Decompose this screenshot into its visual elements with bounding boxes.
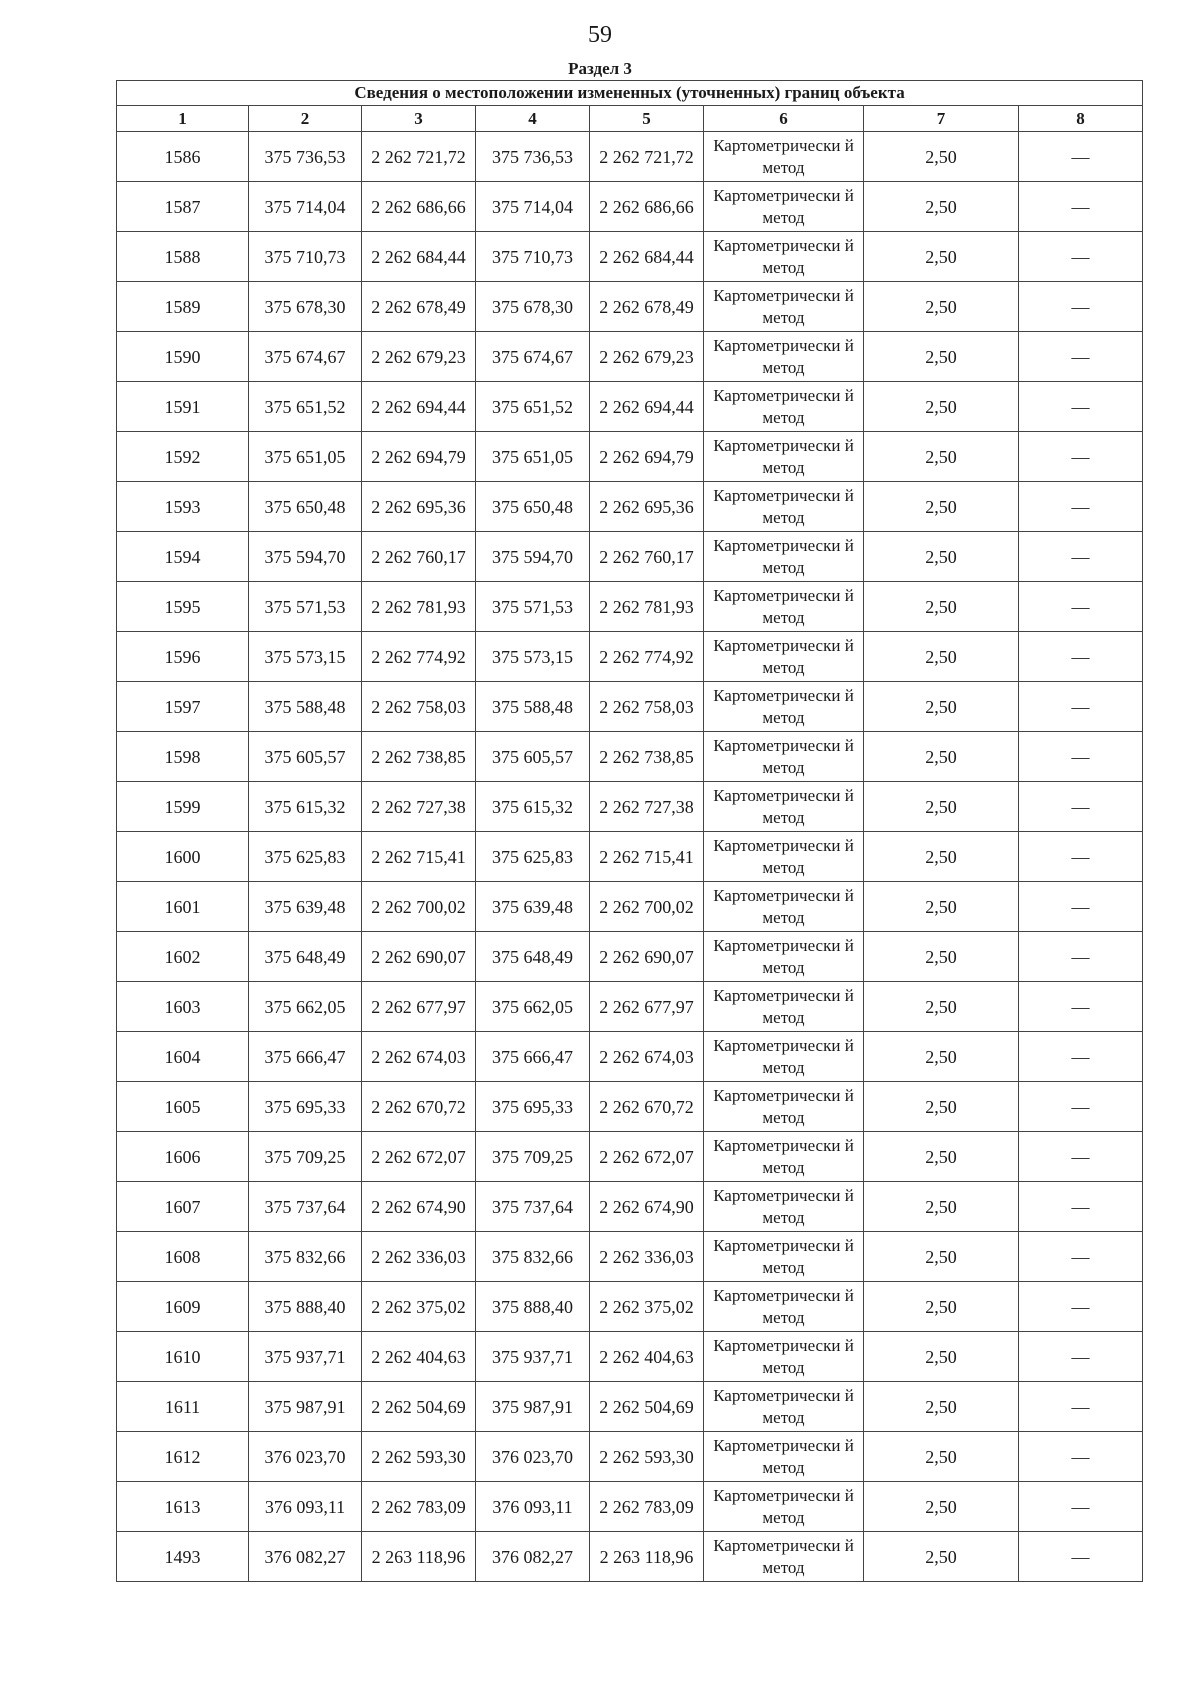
old-y-cell: 2 262 758,03 [362, 682, 476, 732]
method-cell: Картометрически й метод [704, 432, 864, 482]
point-number-cell: 1589 [117, 282, 249, 332]
new-x-cell: 375 678,30 [476, 282, 590, 332]
description-cell: — [1019, 1032, 1143, 1082]
page-number: 59 [588, 22, 612, 48]
precision-cell: 2,50 [864, 432, 1019, 482]
precision-cell: 2,50 [864, 732, 1019, 782]
old-y-cell: 2 262 721,72 [362, 132, 476, 182]
point-number-cell: 1613 [117, 1482, 249, 1532]
new-x-cell: 375 937,71 [476, 1332, 590, 1382]
table-row [117, 332, 1143, 382]
old-y-cell: 2 262 593,30 [362, 1432, 476, 1482]
precision-cell: 2,50 [864, 232, 1019, 282]
description-cell: — [1019, 1082, 1143, 1132]
new-y-cell: 2 262 694,44 [590, 382, 704, 432]
column-number-3: 3 [362, 106, 476, 132]
precision-cell: 2,50 [864, 1382, 1019, 1432]
point-number-cell: 1587 [117, 182, 249, 232]
point-number-cell: 1598 [117, 732, 249, 782]
table-row [117, 132, 1143, 182]
table-row [117, 482, 1143, 532]
new-x-cell: 375 594,70 [476, 532, 590, 582]
old-x-cell: 375 588,48 [249, 682, 362, 732]
description-cell: — [1019, 332, 1143, 382]
method-cell: Картометрически й метод [704, 332, 864, 382]
column-number-8: 8 [1019, 106, 1143, 132]
new-y-cell: 2 262 593,30 [590, 1432, 704, 1482]
table-row [117, 182, 1143, 232]
precision-cell: 2,50 [864, 632, 1019, 682]
old-y-cell: 2 262 674,03 [362, 1032, 476, 1082]
new-y-cell: 2 262 760,17 [590, 532, 704, 582]
point-number-cell: 1599 [117, 782, 249, 832]
description-cell: — [1019, 1482, 1143, 1532]
new-y-cell: 2 262 695,36 [590, 482, 704, 532]
point-number-cell: 1595 [117, 582, 249, 632]
old-y-cell: 2 262 677,97 [362, 982, 476, 1032]
table-row [117, 532, 1143, 582]
table-row [117, 632, 1143, 682]
old-y-cell: 2 262 690,07 [362, 932, 476, 982]
new-x-cell: 375 736,53 [476, 132, 590, 182]
description-cell: — [1019, 1182, 1143, 1232]
column-number-2: 2 [249, 106, 362, 132]
precision-cell: 2,50 [864, 1432, 1019, 1482]
precision-cell: 2,50 [864, 132, 1019, 182]
new-y-cell: 2 262 783,09 [590, 1482, 704, 1532]
method-cell: Картометрически й метод [704, 1232, 864, 1282]
new-x-cell: 375 714,04 [476, 182, 590, 232]
old-y-cell: 2 262 695,36 [362, 482, 476, 532]
precision-cell: 2,50 [864, 1082, 1019, 1132]
point-number-cell: 1593 [117, 482, 249, 532]
point-number-cell: 1590 [117, 332, 249, 382]
old-x-cell: 375 650,48 [249, 482, 362, 532]
old-x-cell: 375 714,04 [249, 182, 362, 232]
table-row [117, 682, 1143, 732]
old-x-cell: 376 082,27 [249, 1532, 362, 1582]
method-cell: Картометрически й метод [704, 782, 864, 832]
precision-cell: 2,50 [864, 532, 1019, 582]
precision-cell: 2,50 [864, 482, 1019, 532]
old-x-cell: 375 625,83 [249, 832, 362, 882]
precision-cell: 2,50 [864, 832, 1019, 882]
new-x-cell: 375 651,05 [476, 432, 590, 482]
new-y-cell: 2 262 738,85 [590, 732, 704, 782]
description-cell: — [1019, 782, 1143, 832]
table-row [117, 1232, 1143, 1282]
new-x-cell: 375 695,33 [476, 1082, 590, 1132]
table-row [117, 382, 1143, 432]
old-x-cell: 375 666,47 [249, 1032, 362, 1082]
description-cell: — [1019, 1332, 1143, 1382]
description-cell: — [1019, 532, 1143, 582]
precision-cell: 2,50 [864, 1482, 1019, 1532]
new-x-cell: 376 093,11 [476, 1482, 590, 1532]
precision-cell: 2,50 [864, 1032, 1019, 1082]
table-row [117, 1332, 1143, 1382]
new-y-cell: 2 262 678,49 [590, 282, 704, 332]
table-row [117, 1082, 1143, 1132]
old-y-cell: 2 262 727,38 [362, 782, 476, 832]
new-x-cell: 375 651,52 [476, 382, 590, 432]
method-cell: Картометрически й метод [704, 282, 864, 332]
point-number-cell: 1591 [117, 382, 249, 432]
boundary-coordinates-table [116, 80, 1143, 1582]
point-number-cell: 1592 [117, 432, 249, 482]
old-y-cell: 2 262 694,79 [362, 432, 476, 482]
table-row [117, 432, 1143, 482]
table-row [117, 1432, 1143, 1482]
new-y-cell: 2 262 404,63 [590, 1332, 704, 1382]
column-number-4: 4 [476, 106, 590, 132]
new-y-cell: 2 262 504,69 [590, 1382, 704, 1432]
old-x-cell: 375 571,53 [249, 582, 362, 632]
old-y-cell: 2 262 700,02 [362, 882, 476, 932]
new-y-cell: 2 262 336,03 [590, 1232, 704, 1282]
old-y-cell: 2 262 686,66 [362, 182, 476, 232]
new-y-cell: 2 262 694,79 [590, 432, 704, 482]
precision-cell: 2,50 [864, 1182, 1019, 1232]
method-cell: Картометрически й метод [704, 1032, 864, 1082]
new-x-cell: 375 709,25 [476, 1132, 590, 1182]
old-y-cell: 2 262 674,90 [362, 1182, 476, 1232]
new-y-cell: 2 262 672,07 [590, 1132, 704, 1182]
precision-cell: 2,50 [864, 382, 1019, 432]
table-row [117, 832, 1143, 882]
method-cell: Картометрически й метод [704, 482, 864, 532]
description-cell: — [1019, 1532, 1143, 1582]
precision-cell: 2,50 [864, 682, 1019, 732]
new-y-cell: 2 262 674,90 [590, 1182, 704, 1232]
new-x-cell: 375 639,48 [476, 882, 590, 932]
table-row [117, 932, 1143, 982]
table-row [117, 732, 1143, 782]
new-x-cell: 375 650,48 [476, 482, 590, 532]
old-x-cell: 375 648,49 [249, 932, 362, 982]
new-y-cell: 2 262 375,02 [590, 1282, 704, 1332]
method-cell: Картометрически й метод [704, 1382, 864, 1432]
point-number-cell: 1612 [117, 1432, 249, 1482]
point-number-cell: 1603 [117, 982, 249, 1032]
old-x-cell: 375 832,66 [249, 1232, 362, 1282]
old-x-cell: 375 709,25 [249, 1132, 362, 1182]
table-row [117, 782, 1143, 832]
method-cell: Картометрически й метод [704, 1132, 864, 1182]
old-y-cell: 2 262 404,63 [362, 1332, 476, 1382]
old-y-cell: 2 262 781,93 [362, 582, 476, 632]
precision-cell: 2,50 [864, 332, 1019, 382]
point-number-cell: 1606 [117, 1132, 249, 1182]
section-title: Раздел 3 [568, 59, 632, 78]
old-x-cell: 375 662,05 [249, 982, 362, 1032]
column-number-6: 6 [704, 106, 864, 132]
table-body [117, 132, 1143, 1582]
old-y-cell: 2 262 774,92 [362, 632, 476, 682]
point-number-cell: 1604 [117, 1032, 249, 1082]
method-cell: Картометрически й метод [704, 682, 864, 732]
table-row [117, 1032, 1143, 1082]
new-x-cell: 375 888,40 [476, 1282, 590, 1332]
column-number-5: 5 [590, 106, 704, 132]
new-x-cell: 376 082,27 [476, 1532, 590, 1582]
method-cell: Картометрически й метод [704, 1532, 864, 1582]
new-y-cell: 2 262 674,03 [590, 1032, 704, 1082]
old-y-cell: 2 262 684,44 [362, 232, 476, 282]
point-number-cell: 1600 [117, 832, 249, 882]
precision-cell: 2,50 [864, 282, 1019, 332]
old-y-cell: 2 262 715,41 [362, 832, 476, 882]
method-cell: Картометрически й метод [704, 182, 864, 232]
table-row [117, 1132, 1143, 1182]
precision-cell: 2,50 [864, 882, 1019, 932]
description-cell: — [1019, 1432, 1143, 1482]
description-cell: — [1019, 282, 1143, 332]
precision-cell: 2,50 [864, 932, 1019, 982]
precision-cell: 2,50 [864, 982, 1019, 1032]
description-cell: — [1019, 632, 1143, 682]
old-x-cell: 375 678,30 [249, 282, 362, 332]
old-y-cell: 2 262 672,07 [362, 1132, 476, 1182]
point-number-cell: 1596 [117, 632, 249, 682]
new-y-cell: 2 262 715,41 [590, 832, 704, 882]
precision-cell: 2,50 [864, 1282, 1019, 1332]
old-x-cell: 375 639,48 [249, 882, 362, 932]
method-cell: Картометрически й метод [704, 532, 864, 582]
new-y-cell: 2 262 690,07 [590, 932, 704, 982]
old-y-cell: 2 262 375,02 [362, 1282, 476, 1332]
old-x-cell: 375 736,53 [249, 132, 362, 182]
old-y-cell: 2 263 118,96 [362, 1532, 476, 1582]
new-x-cell: 375 674,67 [476, 332, 590, 382]
point-number-cell: 1597 [117, 682, 249, 732]
old-y-cell: 2 262 783,09 [362, 1482, 476, 1532]
precision-cell: 2,50 [864, 1132, 1019, 1182]
table-row [117, 232, 1143, 282]
description-cell: — [1019, 1132, 1143, 1182]
old-y-cell: 2 262 760,17 [362, 532, 476, 582]
description-cell: — [1019, 1382, 1143, 1432]
new-x-cell: 375 605,57 [476, 732, 590, 782]
old-y-cell: 2 262 738,85 [362, 732, 476, 782]
method-cell: Картометрически й метод [704, 982, 864, 1032]
method-cell: Картометрически й метод [704, 132, 864, 182]
precision-cell: 2,50 [864, 782, 1019, 832]
new-x-cell: 375 710,73 [476, 232, 590, 282]
old-y-cell: 2 262 504,69 [362, 1382, 476, 1432]
description-cell: — [1019, 482, 1143, 532]
precision-cell: 2,50 [864, 1332, 1019, 1382]
point-number-cell: 1605 [117, 1082, 249, 1132]
new-y-cell: 2 262 679,23 [590, 332, 704, 382]
old-x-cell: 375 674,67 [249, 332, 362, 382]
new-x-cell: 376 023,70 [476, 1432, 590, 1482]
method-cell: Картометрически й метод [704, 1282, 864, 1332]
description-cell: — [1019, 1282, 1143, 1332]
column-number-1: 1 [117, 106, 249, 132]
method-cell: Картометрически й метод [704, 732, 864, 782]
old-x-cell: 376 093,11 [249, 1482, 362, 1532]
point-number-cell: 1594 [117, 532, 249, 582]
description-cell: — [1019, 1232, 1143, 1282]
method-cell: Картометрически й метод [704, 232, 864, 282]
description-cell: — [1019, 432, 1143, 482]
description-cell: — [1019, 582, 1143, 632]
point-number-cell: 1610 [117, 1332, 249, 1382]
new-y-cell: 2 262 684,44 [590, 232, 704, 282]
old-y-cell: 2 262 336,03 [362, 1232, 476, 1282]
new-y-cell: 2 262 774,92 [590, 632, 704, 682]
precision-cell: 2,50 [864, 182, 1019, 232]
description-cell: — [1019, 382, 1143, 432]
new-x-cell: 375 662,05 [476, 982, 590, 1032]
new-x-cell: 375 615,32 [476, 782, 590, 832]
method-cell: Картометрически й метод [704, 382, 864, 432]
new-y-cell: 2 262 700,02 [590, 882, 704, 932]
description-cell: — [1019, 982, 1143, 1032]
new-y-cell: 2 262 721,72 [590, 132, 704, 182]
table-row [117, 1532, 1143, 1582]
old-y-cell: 2 262 679,23 [362, 332, 476, 382]
table-caption: Сведения о местоположении измененных (уточненных) границ объекта [117, 81, 1143, 106]
new-x-cell: 375 987,91 [476, 1382, 590, 1432]
method-cell: Картометрически й метод [704, 1482, 864, 1532]
new-y-cell: 2 262 758,03 [590, 682, 704, 732]
description-cell: — [1019, 232, 1143, 282]
old-x-cell: 375 605,57 [249, 732, 362, 782]
table-row [117, 882, 1143, 932]
old-y-cell: 2 262 694,44 [362, 382, 476, 432]
column-number-row [117, 106, 1143, 132]
method-cell: Картометрически й метод [704, 1332, 864, 1382]
description-cell: — [1019, 682, 1143, 732]
old-x-cell: 375 937,71 [249, 1332, 362, 1382]
column-number-7: 7 [864, 106, 1019, 132]
point-number-cell: 1601 [117, 882, 249, 932]
new-x-cell: 375 588,48 [476, 682, 590, 732]
table-row [117, 1282, 1143, 1332]
point-number-cell: 1586 [117, 132, 249, 182]
precision-cell: 2,50 [864, 582, 1019, 632]
old-x-cell: 375 651,05 [249, 432, 362, 482]
new-x-cell: 375 737,64 [476, 1182, 590, 1232]
method-cell: Картометрически й метод [704, 1432, 864, 1482]
method-cell: Картометрически й метод [704, 832, 864, 882]
point-number-cell: 1608 [117, 1232, 249, 1282]
description-cell: — [1019, 132, 1143, 182]
new-y-cell: 2 262 686,66 [590, 182, 704, 232]
old-x-cell: 375 987,91 [249, 1382, 362, 1432]
method-cell: Картометрически й метод [704, 1082, 864, 1132]
precision-cell: 2,50 [864, 1532, 1019, 1582]
new-x-cell: 375 648,49 [476, 932, 590, 982]
description-cell: — [1019, 182, 1143, 232]
point-number-cell: 1607 [117, 1182, 249, 1232]
new-y-cell: 2 262 727,38 [590, 782, 704, 832]
new-y-cell: 2 262 677,97 [590, 982, 704, 1032]
new-x-cell: 375 625,83 [476, 832, 590, 882]
method-cell: Картометрически й метод [704, 582, 864, 632]
table-row [117, 982, 1143, 1032]
old-x-cell: 375 710,73 [249, 232, 362, 282]
method-cell: Картометрически й метод [704, 632, 864, 682]
new-y-cell: 2 262 781,93 [590, 582, 704, 632]
point-number-cell: 1493 [117, 1532, 249, 1582]
old-x-cell: 375 615,32 [249, 782, 362, 832]
new-y-cell: 2 263 118,96 [590, 1532, 704, 1582]
method-cell: Картометрически й метод [704, 882, 864, 932]
description-cell: — [1019, 932, 1143, 982]
old-x-cell: 375 695,33 [249, 1082, 362, 1132]
method-cell: Картометрически й метод [704, 932, 864, 982]
old-y-cell: 2 262 670,72 [362, 1082, 476, 1132]
table-row [117, 1482, 1143, 1532]
table-row [117, 282, 1143, 332]
description-cell: — [1019, 732, 1143, 782]
new-y-cell: 2 262 670,72 [590, 1082, 704, 1132]
old-x-cell: 375 651,52 [249, 382, 362, 432]
point-number-cell: 1602 [117, 932, 249, 982]
table-row [117, 1382, 1143, 1432]
new-x-cell: 375 832,66 [476, 1232, 590, 1282]
new-x-cell: 375 666,47 [476, 1032, 590, 1082]
description-cell: — [1019, 832, 1143, 882]
description-cell: — [1019, 882, 1143, 932]
method-cell: Картометрически й метод [704, 1182, 864, 1232]
old-x-cell: 375 594,70 [249, 532, 362, 582]
table-row [117, 1182, 1143, 1232]
new-x-cell: 375 573,15 [476, 632, 590, 682]
old-x-cell: 376 023,70 [249, 1432, 362, 1482]
table-row [117, 582, 1143, 632]
old-y-cell: 2 262 678,49 [362, 282, 476, 332]
old-x-cell: 375 737,64 [249, 1182, 362, 1232]
old-x-cell: 375 888,40 [249, 1282, 362, 1332]
old-x-cell: 375 573,15 [249, 632, 362, 682]
precision-cell: 2,50 [864, 1232, 1019, 1282]
new-x-cell: 375 571,53 [476, 582, 590, 632]
table-caption-row [117, 81, 1143, 106]
point-number-cell: 1611 [117, 1382, 249, 1432]
point-number-cell: 1609 [117, 1282, 249, 1332]
point-number-cell: 1588 [117, 232, 249, 282]
